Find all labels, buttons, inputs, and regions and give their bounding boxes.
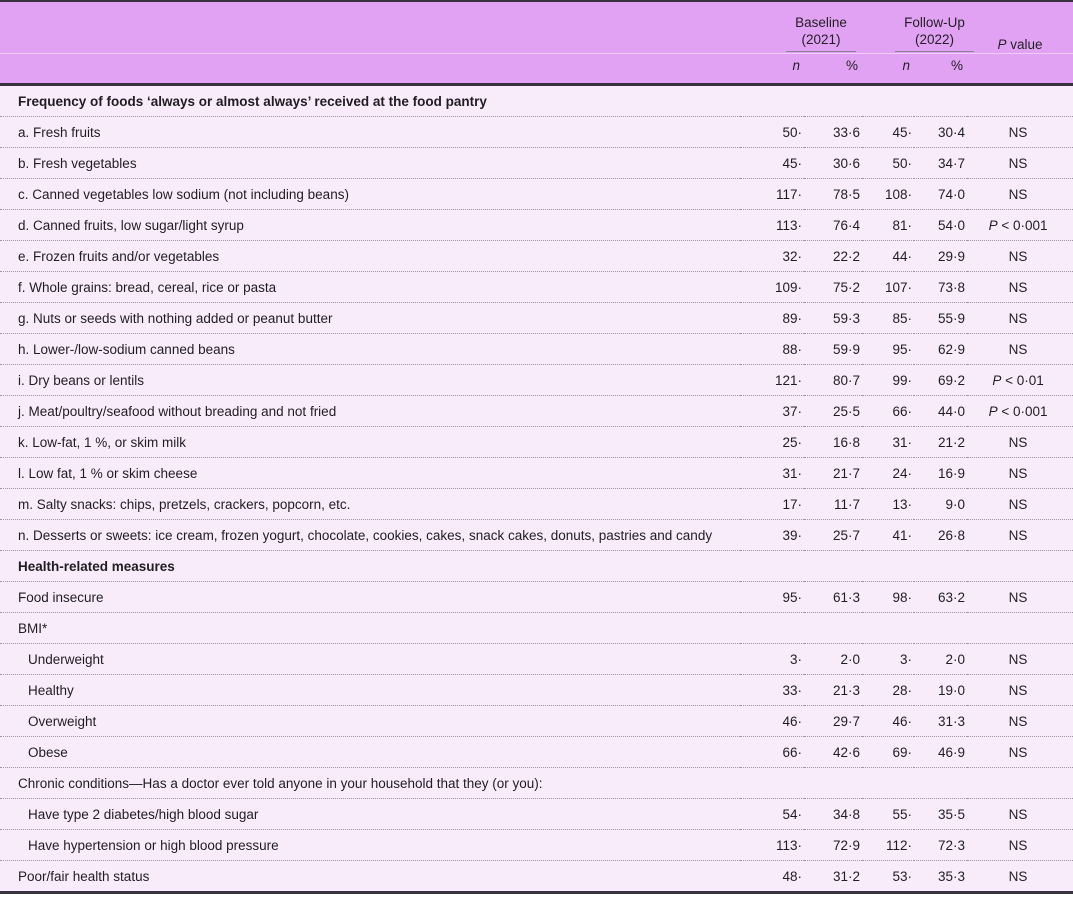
p-value-cell: NS	[967, 457, 1073, 488]
pct1-cell: 33·6	[804, 116, 862, 147]
row-label: Underweight	[0, 643, 740, 674]
pct1-cell: 59·3	[804, 302, 862, 333]
row-label: f. Whole grains: bread, cereal, rice or pasta	[0, 271, 740, 302]
table-row	[0, 519, 1073, 550]
p-value-cell: P < 0·001	[967, 209, 1073, 240]
pct2-cell	[914, 767, 967, 798]
p-value-rest: value	[1006, 36, 1043, 52]
n1-cell: 50·	[740, 116, 804, 147]
row-label: BMI*	[0, 612, 740, 643]
pct1-cell: 75·2	[804, 271, 862, 302]
table-row	[0, 860, 1073, 892]
n1-cell: 109·	[740, 271, 804, 302]
p-value-cell: NS	[967, 581, 1073, 612]
p-value-cell	[967, 767, 1073, 798]
row-label: n. Desserts or sweets: ice cream, frozen yogurt, chocolate, cookies, cakes, snack cakes, donuts, pastries and candy	[0, 519, 740, 550]
n1-cell: 33·	[740, 674, 804, 705]
header-n-baseline: n	[740, 53, 804, 84]
n2-cell: 99·	[862, 364, 914, 395]
p-value-cell: NS	[967, 674, 1073, 705]
p-value-cell: NS	[967, 736, 1073, 767]
pct2-cell: 19·0	[914, 674, 967, 705]
n1-cell: 117·	[740, 178, 804, 209]
row-label: Obese	[0, 736, 740, 767]
table-row	[0, 395, 1073, 426]
row-label: a. Fresh fruits	[0, 116, 740, 147]
pct2-cell: 29·9	[914, 240, 967, 271]
table-row	[0, 798, 1073, 829]
n2-cell: 85·	[862, 302, 914, 333]
n1-cell	[740, 767, 804, 798]
n2-cell: 28·	[862, 674, 914, 705]
header-baseline-group	[740, 1, 862, 53]
p-value-cell: NS	[967, 271, 1073, 302]
p-value-cell: P < 0·01	[967, 364, 1073, 395]
pct1-cell: 31·2	[832, 868, 861, 884]
n2-cell	[862, 767, 914, 798]
pct2-cell: 9·0	[914, 488, 967, 519]
pct2-cell: 44·0	[914, 395, 967, 426]
pct2-cell: 35·3	[938, 868, 966, 884]
pct1-cell: 30·6	[804, 147, 862, 178]
row-label: Healthy	[0, 674, 740, 705]
pct2-cell: 30·4	[914, 116, 967, 147]
section-label: Frequency of foods ‘always or almost always’ received at the food pantry	[0, 84, 1073, 116]
row-label: d. Canned fruits, low sugar/light syrup	[0, 209, 740, 240]
pct2-cell: 2·0	[914, 643, 967, 674]
pct1-cell: 76·4	[804, 209, 862, 240]
table-row	[0, 829, 1073, 860]
p-value-cell: NS	[967, 178, 1073, 209]
n2-cell: 31·	[862, 426, 914, 457]
p-value-italic-p: P	[997, 36, 1007, 52]
n1-cell: 46·	[740, 705, 804, 736]
p-value-cell: NS	[967, 519, 1073, 550]
row-label: b. Fresh vegetables	[0, 147, 740, 178]
n1-cell: 25·	[740, 426, 804, 457]
n1-cell: 37·	[740, 395, 804, 426]
n1-cell: 17·	[740, 488, 804, 519]
table-row	[0, 488, 1073, 519]
followup-label-line1: Follow-Up	[904, 14, 965, 30]
p-value-cell: NS	[967, 798, 1073, 829]
table-header	[0, 1, 1073, 84]
table-row	[0, 147, 1073, 178]
n2-cell: 81·	[862, 209, 914, 240]
pct2-cell: 26·8	[914, 519, 967, 550]
table-row	[0, 178, 1073, 209]
n2-cell: 108·	[862, 178, 914, 209]
table-row	[0, 209, 1073, 240]
pct2-cell: 31·3	[914, 705, 967, 736]
row-label: i. Dry beans or lentils	[0, 364, 740, 395]
table-row	[0, 116, 1073, 147]
n1-cell: 121·	[740, 364, 804, 395]
pct1-cell: 16·8	[804, 426, 862, 457]
table-row	[0, 581, 1073, 612]
n1-cell: 31·	[740, 457, 804, 488]
n1-cell: 54·	[740, 798, 804, 829]
pct1-cell: 21·3	[804, 674, 862, 705]
row-label: k. Low-fat, 1 %, or skim milk	[0, 426, 740, 457]
baseline-label-line2: (2021)	[801, 31, 841, 47]
header-followup-group	[862, 1, 967, 53]
p-value-cell: NS	[967, 705, 1073, 736]
n1-cell: 48·	[782, 868, 802, 884]
pct1-cell	[804, 612, 862, 643]
table-row	[0, 271, 1073, 302]
table-row	[0, 302, 1073, 333]
p-value-cell: NS	[967, 643, 1073, 674]
baseline-label-line1: Baseline	[795, 14, 847, 30]
table-row	[0, 426, 1073, 457]
pct2-cell: 63·2	[914, 581, 967, 612]
pct1-cell: 11·7	[804, 488, 862, 519]
pct2-cell: 62·9	[914, 333, 967, 364]
n2-cell: 98·	[862, 581, 914, 612]
n2-cell: 50·	[862, 147, 914, 178]
pct1-cell: 72·9	[804, 829, 862, 860]
pct1-cell: 59·9	[804, 333, 862, 364]
followup-label-line2: (2022)	[915, 31, 955, 47]
p-value-cell: NS	[967, 116, 1073, 147]
n1-cell: 32·	[740, 240, 804, 271]
table-row	[0, 736, 1073, 767]
header-sub-spacer	[0, 53, 740, 84]
n2-cell: 112·	[862, 829, 914, 860]
section-row	[0, 84, 1073, 116]
n2-cell: 55·	[862, 798, 914, 829]
table-row	[0, 333, 1073, 364]
row-label: j. Meat/poultry/seafood without breading and not fried	[0, 395, 740, 426]
row-label: h. Lower-/low-sodium canned beans	[0, 333, 740, 364]
n2-cell: 41·	[862, 519, 914, 550]
n1-cell: 66·	[740, 736, 804, 767]
pct1-cell: 29·7	[804, 705, 862, 736]
p-value-cell	[967, 612, 1073, 643]
pct1-cell: 61·3	[804, 581, 862, 612]
header-p-value	[967, 1, 1073, 53]
p-value-cell: NS	[967, 240, 1073, 271]
followup-group-label	[895, 14, 974, 52]
n2-cell: 3·	[862, 643, 914, 674]
n1-cell: 88·	[740, 333, 804, 364]
pct2-cell: 74·0	[914, 178, 967, 209]
section-row	[0, 550, 1073, 581]
pct1-cell: 34·8	[804, 798, 862, 829]
pct2-cell: 21·2	[914, 426, 967, 457]
pct2-cell: 69·2	[914, 364, 967, 395]
pct2-cell: 46·9	[914, 736, 967, 767]
n1-cell: 39·	[740, 519, 804, 550]
n2-cell: 69·	[862, 736, 914, 767]
row-label: Overweight	[0, 705, 740, 736]
pct2-cell: 55·9	[914, 302, 967, 333]
n2-cell: 66·	[862, 395, 914, 426]
pct1-cell: 21·7	[804, 457, 862, 488]
pct1-cell: 2·0	[804, 643, 862, 674]
pct1-cell: 80·7	[804, 364, 862, 395]
pct1-cell: 78·5	[804, 178, 862, 209]
pct2-cell: 54·0	[914, 209, 967, 240]
n2-cell	[862, 612, 914, 643]
n1-cell: 113·	[740, 829, 804, 860]
row-label: Chronic conditions—Has a doctor ever told anyone in your household that they (or you):	[0, 767, 740, 798]
table-row	[0, 612, 1073, 643]
table-row	[0, 705, 1073, 736]
row-label: Poor/fair health status	[18, 868, 150, 884]
header-group-row	[0, 1, 1073, 53]
p-value-cell: NS	[1008, 868, 1028, 884]
pct2-cell: 73·8	[914, 271, 967, 302]
p-value-cell: NS	[967, 302, 1073, 333]
section-label: Health-related measures	[0, 550, 1073, 581]
n2-cell: 95·	[862, 333, 914, 364]
n1-cell: 3·	[740, 643, 804, 674]
p-value-cell: NS	[967, 147, 1073, 178]
n2-cell: 45·	[862, 116, 914, 147]
row-label: l. Low fat, 1 % or skim cheese	[0, 457, 740, 488]
pct1-cell: 22·2	[804, 240, 862, 271]
n1-cell: 95·	[740, 581, 804, 612]
pct2-cell: 34·7	[914, 147, 967, 178]
n2-cell: 24·	[862, 457, 914, 488]
p-value-cell: NS	[967, 829, 1073, 860]
table-row	[0, 364, 1073, 395]
p-value-cell: NS	[967, 426, 1073, 457]
pct1-cell: 25·5	[804, 395, 862, 426]
header-pct-baseline: %	[804, 53, 862, 84]
pct1-cell: 42·6	[804, 736, 862, 767]
p-value-cell: NS	[967, 333, 1073, 364]
n1-cell: 113·	[740, 209, 804, 240]
table-row	[0, 240, 1073, 271]
p-value-cell: P < 0·001	[967, 395, 1073, 426]
header-pct-followup: %	[914, 53, 967, 84]
pct2-cell: 16·9	[914, 457, 967, 488]
row-label: e. Frozen fruits and/or vegetables	[0, 240, 740, 271]
pct1-cell	[804, 767, 862, 798]
n2-cell: 107·	[862, 271, 914, 302]
header-sub-row	[0, 53, 1073, 84]
n2-cell: 46·	[862, 705, 914, 736]
pct2-cell: 72·3	[914, 829, 967, 860]
pct1-cell: 25·7	[804, 519, 862, 550]
row-label: Food insecure	[0, 581, 740, 612]
table-row	[0, 643, 1073, 674]
n1-cell: 89·	[740, 302, 804, 333]
n2-cell: 44·	[862, 240, 914, 271]
row-label: Have type 2 diabetes/high blood sugar	[0, 798, 740, 829]
table-row	[0, 674, 1073, 705]
n1-cell	[740, 612, 804, 643]
row-label: m. Salty snacks: chips, pretzels, crackers, popcorn, etc.	[0, 488, 740, 519]
row-label: g. Nuts or seeds with nothing added or peanut butter	[0, 302, 740, 333]
n1-cell: 45·	[740, 147, 804, 178]
table-row	[0, 767, 1073, 798]
header-p-spacer	[967, 53, 1073, 84]
header-label-spacer	[0, 1, 740, 53]
pct2-cell	[914, 612, 967, 643]
header-n-followup: n	[862, 53, 914, 84]
p-value-cell: NS	[967, 488, 1073, 519]
table-row	[0, 457, 1073, 488]
table-body	[0, 84, 1073, 892]
n2-cell: 13·	[862, 488, 914, 519]
row-label: Have hypertension or high blood pressure	[0, 829, 740, 860]
baseline-group-label	[786, 14, 856, 52]
pct2-cell: 35·5	[914, 798, 967, 829]
n2-cell: 53·	[892, 868, 913, 884]
row-label: c. Canned vegetables low sodium (not including beans)	[0, 178, 740, 209]
